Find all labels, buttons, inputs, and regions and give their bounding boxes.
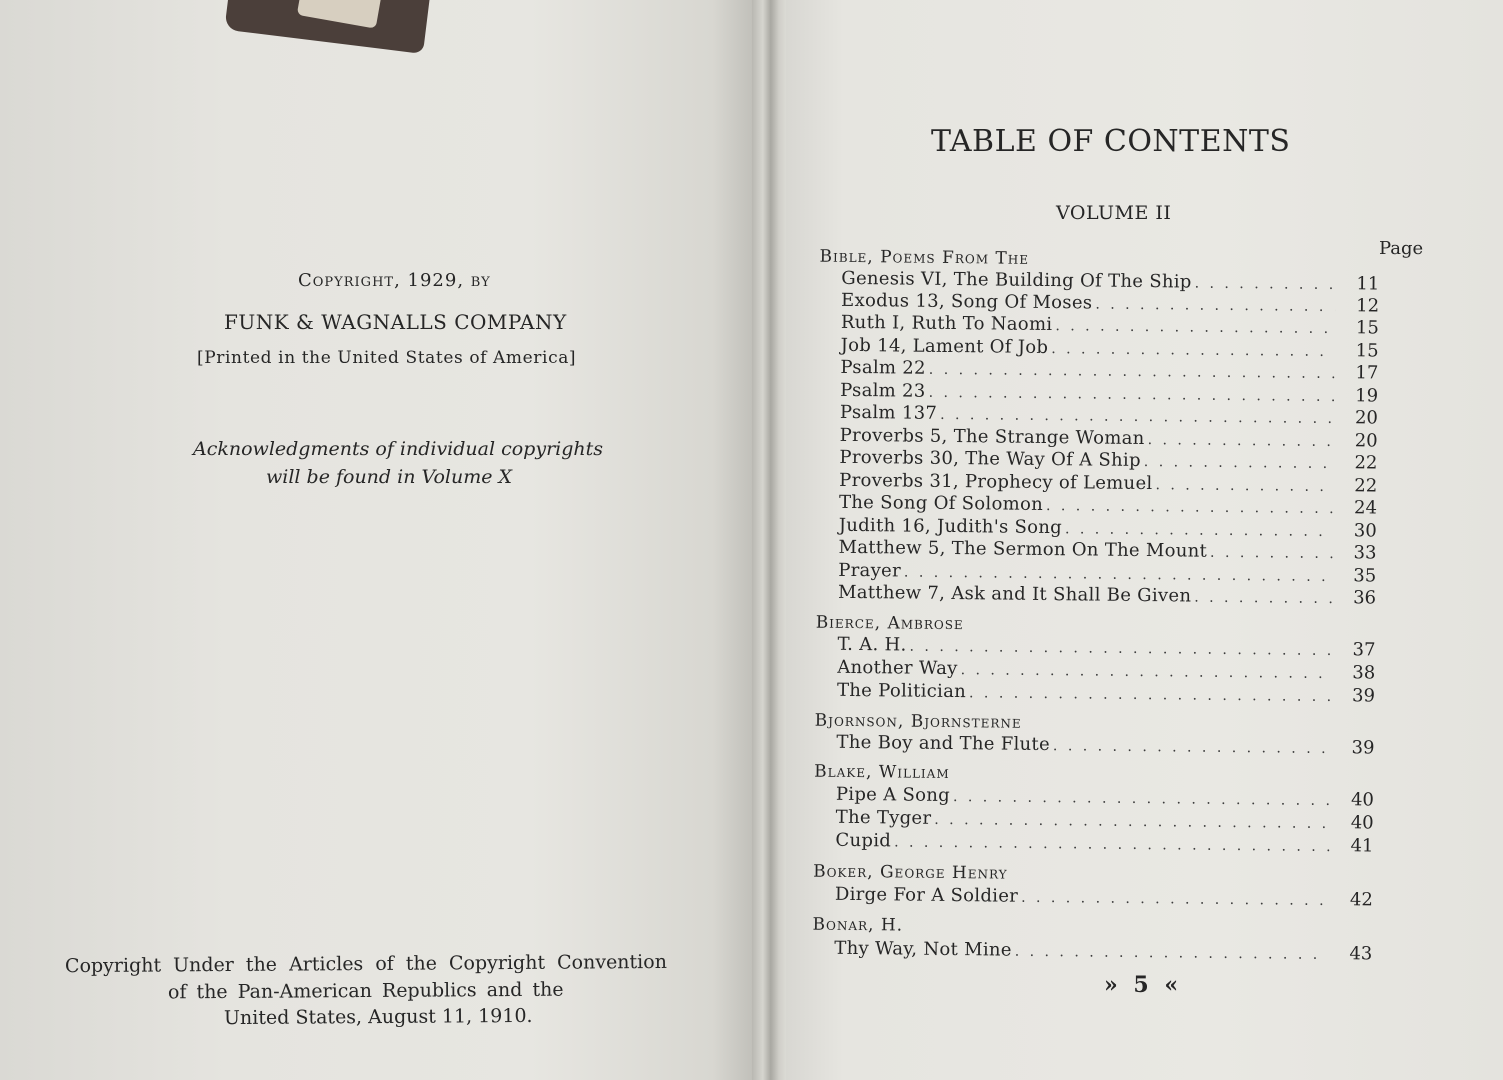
entry-page: 12 — [1356, 295, 1380, 317]
volume-title: VOLUME II — [1056, 202, 1172, 224]
entry-title: Another Way — [837, 656, 958, 680]
entry-page: 17 — [1355, 362, 1379, 384]
entry-page: 22 — [1354, 475, 1378, 497]
toc-entry — [838, 537, 1376, 564]
leader-dots — [1055, 318, 1335, 337]
toc-entry — [837, 657, 1375, 684]
ornament-left-icon: » — [1104, 972, 1122, 998]
leader-dots — [929, 362, 1335, 382]
entry-page: 20 — [1354, 430, 1378, 452]
toc-entry — [834, 938, 1372, 965]
convention-line-1: Copyright Under the Articles of the Copyright Convention — [64, 950, 667, 978]
copyright-line: Copyright, 1929, by — [298, 270, 491, 291]
leader-dots — [929, 385, 1335, 405]
right-page — [786, 0, 1503, 1080]
convention-line-3: United States, August 11, 1910. — [223, 1004, 533, 1030]
entry-title: The Tyger — [835, 806, 932, 829]
printed-notice: [Printed in the United States of America] — [197, 348, 577, 368]
convention-line-2: of the Pan-American Republics and the — [167, 978, 564, 1004]
book-gutter — [752, 0, 788, 1080]
toc-entry — [840, 402, 1378, 429]
entry-page: 41 — [1350, 835, 1374, 857]
toc-entry — [835, 884, 1373, 911]
entry-page: 40 — [1350, 789, 1375, 811]
publisher-name: FUNK & WAGNALLS COMPANY — [224, 310, 567, 334]
entry-title: The Boy and The Flute — [836, 731, 1051, 756]
entry-title: Job 14, Lament Of Job — [840, 334, 1049, 359]
entry-page: 20 — [1354, 407, 1379, 429]
entry-title: T. A. H. — [837, 633, 907, 656]
leader-dots — [1194, 590, 1332, 607]
leader-dots — [1155, 477, 1333, 495]
entry-title: Matthew 7, Ask and It Shall Be Given — [837, 581, 1192, 607]
entry-page: 40 — [1350, 812, 1374, 834]
toc-entry — [836, 732, 1374, 759]
toc-entry — [837, 634, 1375, 661]
entry-page: 35 — [1353, 565, 1377, 587]
leader-dots — [904, 565, 1332, 585]
acknowledgments-line-2: will be found in Volume X — [266, 466, 513, 488]
author-heading: Bonar, H. — [812, 914, 904, 936]
toc-entry — [837, 680, 1375, 707]
page-column-header: Page — [1379, 238, 1424, 259]
leader-dots — [1053, 738, 1331, 757]
toc-entry — [836, 784, 1374, 811]
entry-title: Proverbs 30, The Way Of A Ship — [839, 446, 1141, 471]
leader-dots — [969, 685, 1331, 705]
toc-entry — [838, 582, 1376, 609]
entry-page: 38 — [1352, 662, 1376, 684]
leader-dots — [1065, 521, 1333, 540]
entry-title: The Politician — [836, 679, 967, 703]
entry-page: 33 — [1353, 542, 1377, 564]
leader-dots — [1195, 276, 1336, 293]
entry-page: 43 — [1349, 943, 1373, 965]
toc-entry — [840, 357, 1378, 384]
entry-title: Psalm 23 — [840, 379, 926, 402]
author-heading: Bierce, Ambrose — [815, 612, 964, 635]
leader-dots — [1144, 454, 1334, 472]
author-heading: Boker, George Henry — [813, 861, 1008, 884]
entry-page: 11 — [1356, 273, 1380, 295]
leader-dots — [940, 407, 1334, 427]
entry-page: 15 — [1355, 317, 1379, 339]
entry-title: Pipe A Song — [835, 783, 951, 806]
entry-title: Ruth I, Ruth To Naomi — [840, 311, 1053, 336]
entry-page: 19 — [1355, 385, 1379, 407]
entry-title: Dirge For A Soldier — [834, 883, 1019, 907]
toc-list — [786, 0, 1503, 1080]
entry-title: Prayer — [838, 559, 902, 582]
entry-title: Exodus 13, Song Of Moses — [841, 289, 1093, 314]
entry-page: 42 — [1349, 889, 1373, 911]
entry-page: 22 — [1354, 452, 1378, 474]
entry-title: Cupid — [835, 829, 892, 852]
leader-dots — [1021, 890, 1329, 909]
leader-dots — [1015, 944, 1329, 963]
toc-entry — [836, 807, 1374, 834]
entry-page: 30 — [1353, 520, 1377, 542]
entry-title: The Song Of Solomon — [838, 491, 1044, 515]
ornament-right-icon: « — [1164, 972, 1183, 998]
entry-page: 39 — [1351, 737, 1375, 759]
entry-page: 24 — [1353, 497, 1378, 519]
entry-page: 37 — [1352, 639, 1376, 661]
leader-dots — [953, 789, 1330, 809]
entry-page: 15 — [1355, 340, 1379, 362]
entry-title: Proverbs 5, The Strange Woman — [839, 424, 1145, 450]
author-heading: Bible, Poems From The — [819, 246, 1030, 269]
leader-dots — [909, 639, 1331, 659]
toc-entry — [839, 492, 1377, 519]
entry-title: Judith 16, Judith's Song — [838, 514, 1063, 539]
entry-title: Thy Way, Not Mine — [834, 937, 1012, 961]
leader-dots — [1148, 432, 1334, 450]
toc-entry — [841, 312, 1379, 339]
leader-dots — [961, 662, 1332, 682]
entry-title: Psalm 137 — [839, 401, 938, 424]
author-heading: Bjornson, Bjornsterne — [814, 710, 1022, 733]
entry-title: Proverbs 31, Prophecy of Lemuel — [839, 469, 1153, 495]
toc-entry — [839, 447, 1377, 474]
folio-number: 5 — [1133, 972, 1153, 998]
entry-title: Matthew 5, The Sermon On The Mount — [838, 536, 1208, 562]
toc-title: TABLE OF CONTENTS — [931, 124, 1291, 159]
page-folio — [1104, 972, 1182, 998]
leader-dots — [934, 812, 1330, 832]
acknowledgments-line-1: Acknowledgments of individual copyrights — [193, 438, 604, 460]
leader-dots — [1210, 545, 1333, 562]
leader-dots — [894, 834, 1329, 855]
leader-dots — [1051, 341, 1335, 360]
entry-title: Psalm 22 — [840, 356, 926, 379]
entry-page: 39 — [1351, 685, 1376, 707]
leader-dots — [1095, 296, 1335, 315]
toc-entry — [835, 830, 1373, 857]
entry-title: Genesis VI, The Building Of The Ship — [841, 267, 1192, 293]
entry-page: 36 — [1353, 587, 1377, 609]
author-heading: Blake, William — [814, 761, 950, 783]
leader-dots — [1046, 498, 1333, 517]
